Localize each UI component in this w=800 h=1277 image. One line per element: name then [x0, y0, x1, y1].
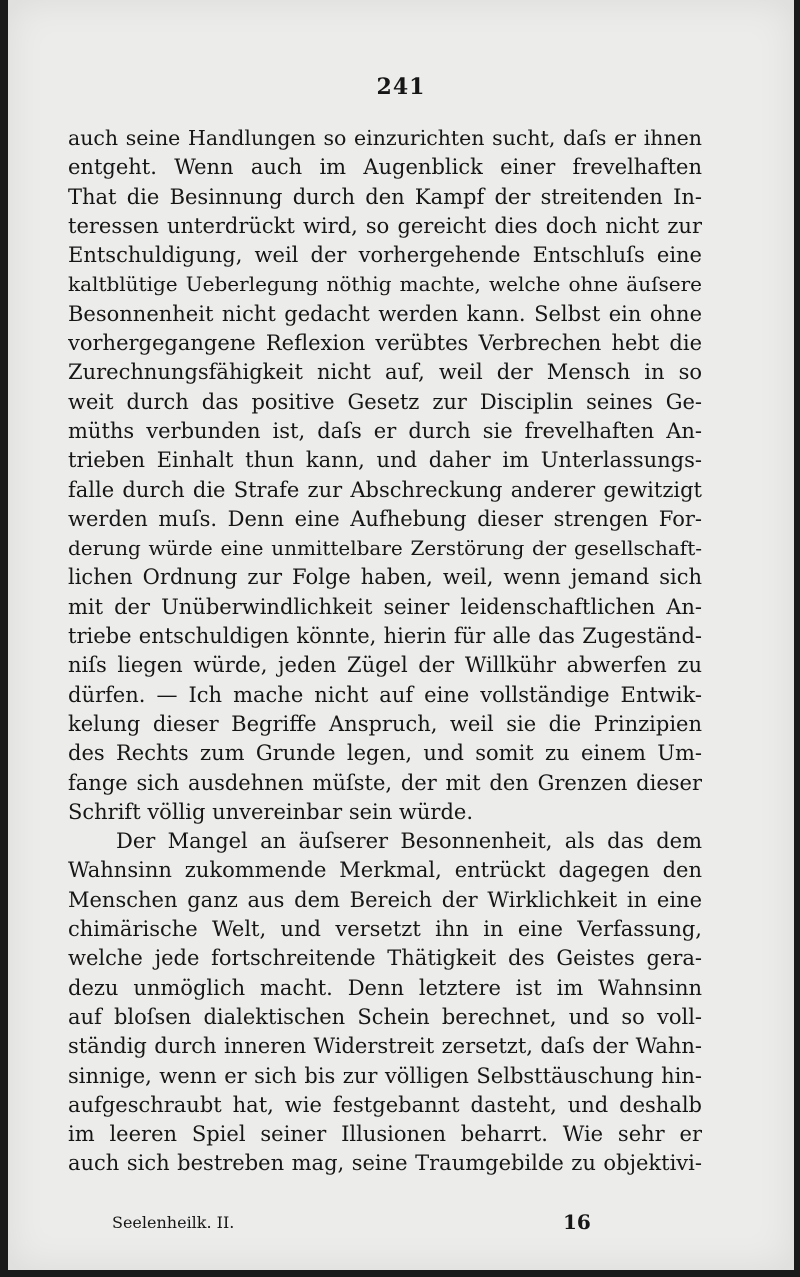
text-line: Menschen ganz aus dem Bereich der Wirklichkeit in eine: [68, 887, 702, 912]
text-line: auch seine Handlungen so einzurichten sucht, daſs er ihnen: [68, 126, 702, 150]
text-line: falle durch die Strafe zur Abschreckung anderer gewitzigt: [68, 477, 702, 502]
text-line: werden muſs. Denn eine Aufhebung dieser strengen For-: [68, 506, 702, 531]
text-line: chimärische Welt, und versetzt ihn in eine Verfassung,: [68, 917, 702, 942]
text-line: Wahnsinn zukommende Merkmal, entrückt dagegen den: [68, 858, 702, 883]
text-line: lichen Ordnung zur Folge haben, weil, wenn jemand sich: [68, 565, 702, 590]
text-line: mit der Unüberwindlichkeit seiner leidenschaftlichen An-: [68, 594, 702, 619]
text-line: ständig durch inneren Widerstreit zersetzt, daſs der Wahn-: [68, 1034, 702, 1059]
text-line: Zurechnungsfähigkeit nicht auf, weil der Mensch in so: [68, 360, 702, 385]
text-line: entgeht. Wenn auch im Augenblick einer frevelhaften: [68, 155, 702, 180]
text-line: trieben Einhalt thun kann, und daher im Unterlassungs-: [68, 448, 702, 473]
text-line: teressen unterdrückt wird, so gereicht dies doch nicht zur: [68, 213, 702, 238]
body-text: [68, 124, 702, 1179]
text-line: kelung dieser Begriffe Anspruch, weil sie die Prinzipien: [68, 711, 702, 736]
page-number: 241: [376, 74, 426, 100]
text-line: fange sich ausdehnen müſste, der mit den Grenzen dieser: [68, 770, 702, 795]
text-line: welche jede fortschreitende Thätigkeit des Geistes gera-: [68, 946, 702, 971]
text-line: sinnige, wenn er sich bis zur völligen Selbsttäuschung hin-: [68, 1063, 702, 1088]
text-line: dürfen. — Ich mache nicht auf eine vollständige Entwik-: [68, 682, 702, 707]
text-line: weit durch das positive Gesetz zur Disciplin seines Ge-: [68, 389, 702, 414]
text-line: im leeren Spiel seiner Illusionen beharrt. Wie sehr er: [68, 1122, 702, 1147]
page-footer: [68, 1208, 702, 1238]
text-line: auf bloſsen dialektischen Schein berechnet, und so voll-: [68, 1004, 702, 1029]
text-line: Besonnenheit nicht gedacht werden kann. Selbst ein ohne: [68, 301, 702, 326]
paragraph-end-line: Schrift völlig unvereinbar sein würde.: [68, 799, 474, 824]
text-line: müths verbunden ist, daſs er durch sie frevelhaften An-: [68, 418, 702, 443]
text-line: des Rechts zum Grunde legen, und somit zu einem Um-: [68, 741, 702, 766]
text-line: vorhergegangene Reflexion verübtes Verbrechen hebt die: [68, 331, 702, 356]
book-page: [8, 0, 794, 1270]
text-line: triebe entschuldigen könnte, hierin für alle das Zugeständ-: [68, 624, 702, 649]
text-line: Entschuldigung, weil der vorhergehende Entschluſs eine: [68, 243, 702, 268]
text-line: aufgeschraubt hat, wie festgebannt dasteht, und deshalb: [68, 1092, 702, 1117]
text-line: niſs liegen würde, jeden Zügel der Willkühr abwerfen zu: [68, 653, 702, 678]
text-line: kaltblütige Ueberlegung nöthig machte, welche ohne äuſsere: [68, 272, 702, 297]
signature-mark: Seelenheilk. II.: [112, 1213, 235, 1232]
text-line: derung würde eine unmittelbare Zerstörung der gesellschaft-: [68, 536, 702, 561]
text-line: auch sich bestreben mag, seine Traumgebilde zu objektivi-: [68, 1151, 702, 1176]
text-line: That die Besinnung durch den Kampf der streitenden In-: [68, 184, 702, 209]
sheet-number: 16: [563, 1210, 591, 1234]
paragraph-start-line: Der Mangel an äuſserer Besonnenheit, als das dem: [116, 829, 702, 854]
text-line: dezu unmöglich macht. Denn letztere ist im Wahnsinn: [68, 975, 702, 1000]
